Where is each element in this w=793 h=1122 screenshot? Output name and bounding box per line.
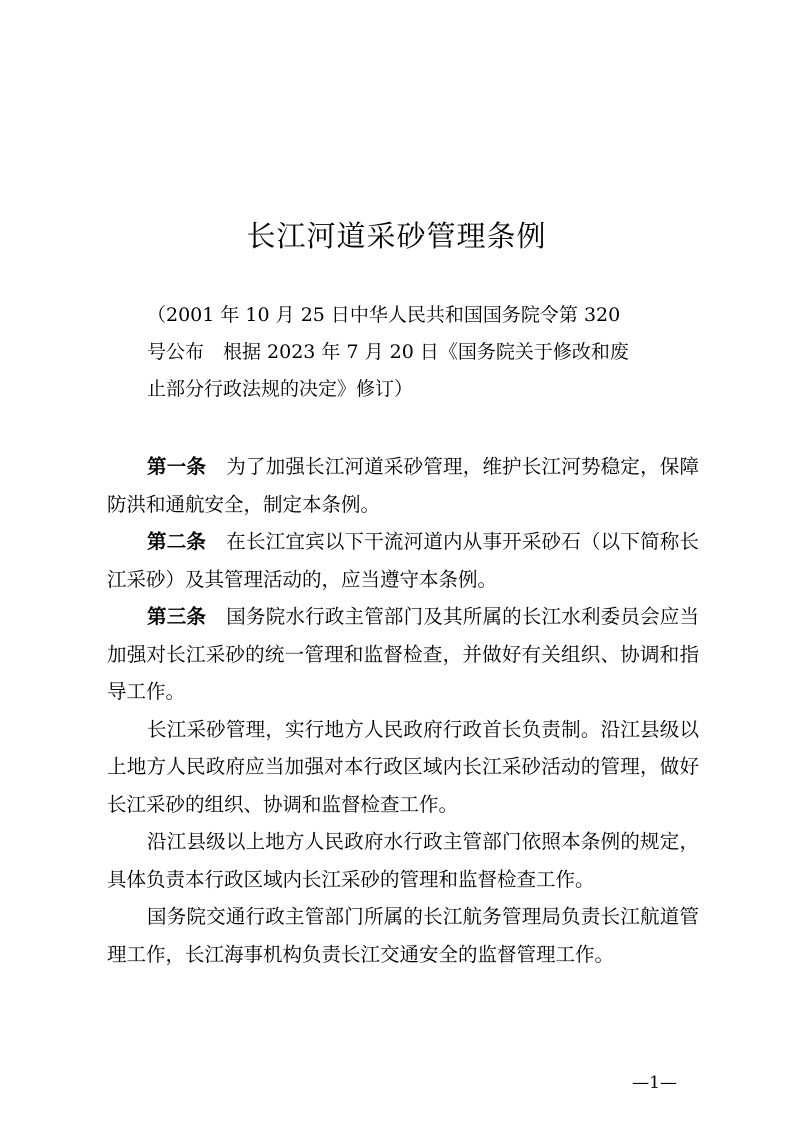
article-3-paragraph	[107, 711, 699, 824]
paragraph-text: 沿江县级以上地方人民政府水行政主管部门依照本条例的规定，具体负责本行政区域内长江采砂的管理和监督检查工作。	[107, 830, 699, 891]
document-body	[107, 448, 699, 973]
article-2	[107, 523, 699, 598]
article-heading: 第二条	[147, 530, 207, 553]
promulgation-note	[147, 297, 667, 408]
article-3	[107, 598, 699, 711]
document-title: 长江河道采砂管理条例	[246, 219, 547, 253]
article-text: 在长江宜宾以下干流河道内从事开采砂石（以下简称长江采砂）及其管理活动的，应当遵守本条例。	[107, 530, 699, 591]
page-number: —1—	[632, 1073, 677, 1093]
article-heading: 第一条	[147, 455, 207, 478]
promulgation-line: 止部分行政法规的决定》修订）	[147, 378, 414, 400]
article-3-paragraph	[107, 898, 699, 973]
article-text: 为了加强长江河道采砂管理，维护长江河势稳定，保障防洪和通航安全，制定本条例。	[107, 455, 699, 516]
paragraph-text: 长江采砂管理，实行地方人民政府行政首长负责制。沿江县级以上地方人民政府应当加强对本行政区域内长江采砂活动的管理，做好长江采砂的组织、协调和监督检查工作。	[107, 717, 699, 816]
paragraph-text: 国务院交通行政主管部门所属的长江航务管理局负责长江航道管理工作，长江海事机构负责长江交通安全的监督管理工作。	[107, 905, 699, 966]
article-heading: 第三条	[147, 605, 207, 628]
promulgation-line: （2001 年 10 月 25 日中华人民共和国国务院令第 320	[147, 304, 621, 326]
article-1	[107, 448, 699, 523]
article-text: 国务院水行政主管部门及其所属的长江水利委员会应当加强对长江采砂的统一管理和监督检查，并做好有关组织、协调和指导工作。	[107, 605, 699, 703]
promulgation-line: 号公布 根据 2023 年 7 月 20 日《国务院关于修改和废	[147, 341, 629, 363]
article-3-paragraph	[107, 823, 699, 898]
